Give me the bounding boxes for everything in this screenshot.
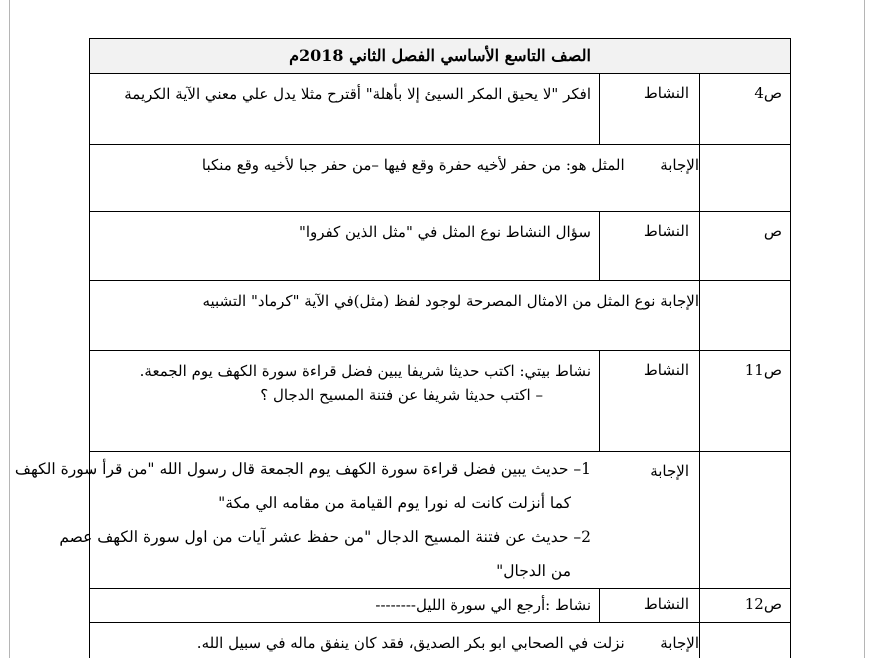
page-number-cell: ص: [699, 212, 790, 280]
answer-line: [98, 289, 699, 313]
table-row: [14, 452, 790, 589]
answer-text: نزلت في الصحابي ابو بكر الصديق، فقد كان ينفق ماله في سبيل الله.: [196, 634, 625, 652]
activity-line: نشاط :أرجع الي سورة الليل--------: [375, 596, 591, 614]
answer-line: 1– حديث يبين فضل قراءة سورة الكهف يوم الجمعة قال رسول الله "من قرأ سورة الكهف: [14, 460, 591, 478]
page-number-cell: ص12: [699, 589, 790, 622]
table-title: الصف التاسع الأساسي الفصل الثاني 2018م: [90, 39, 790, 74]
answer-line: كما أنزلت كانت له نورا يوم القيامة من مقامه الي مكة": [218, 494, 571, 512]
answer-line: [98, 153, 699, 177]
table-row: [90, 589, 790, 623]
page-number-cell: [699, 281, 790, 350]
page-number-cell: ص4: [699, 74, 790, 144]
worksheet-table: [14, 38, 791, 658]
activity-line: افكر "لا يحيق المكر السيئ إلا بأهلة" أقترح مثلا يدل علي معني الآية الكريمة: [124, 85, 591, 103]
answer-label: الإجابة: [660, 634, 699, 652]
answer-label: الإجابة: [660, 156, 699, 174]
activity-line: نشاط بيتي: اكتب حديثا شريفا يبين فضل قراءة سورة الكهف يوم الجمعة.: [139, 362, 591, 380]
answer-line: من الدجال": [496, 562, 571, 580]
table-row: [90, 281, 790, 351]
table-row: [90, 351, 790, 452]
answer-cell: [90, 623, 699, 658]
answer-text: المثل هو: من حفر لأخيه حفرة وقع فيها –من حفر جبا لأخيه وقع منكبا: [201, 156, 625, 174]
activity-text-cell: [90, 351, 599, 451]
answer-text: نوع المثل من الامثال المصرحة لوجود لفظ (مثل)في الآية "كرماد" التشبيه: [202, 292, 656, 310]
page-number-cell: [699, 623, 790, 658]
activity-line: – اكتب حديثا شريفا عن فتنة المسيح الدجال ؟: [260, 386, 543, 404]
activity-text-cell: [90, 589, 599, 622]
page-number-cell: [699, 145, 790, 211]
table-row: [90, 212, 790, 281]
table-row: [90, 74, 790, 145]
table-row: [90, 623, 790, 658]
row-label-cell: الإجابة: [650, 462, 689, 480]
page-margin-right: [864, 0, 865, 658]
row-label-cell: النشاط: [599, 351, 699, 451]
answer-line: 2– حديث عن فتنة المسيح الدجال "من حفظ عشر آيات من اول سورة الكهف عصم: [59, 528, 591, 546]
answer-cell: [90, 281, 699, 350]
table-row: [90, 145, 790, 212]
page-number-cell: ص11: [699, 351, 790, 451]
row-label-cell: النشاط: [599, 589, 699, 622]
activity-text-cell: [90, 212, 599, 280]
activity-text-cell: [90, 74, 599, 144]
activity-line: سؤال النشاط نوع المثل في "مثل الذين كفروا": [298, 223, 591, 241]
answer-label: الإجابة: [660, 292, 699, 310]
answer-cell: [90, 145, 699, 211]
answer-cell: [7, 452, 599, 588]
answer-line: [98, 631, 699, 655]
row-label-cell: النشاط: [599, 74, 699, 144]
page-number-cell: [699, 452, 790, 588]
row-label-cell: النشاط: [599, 212, 699, 280]
